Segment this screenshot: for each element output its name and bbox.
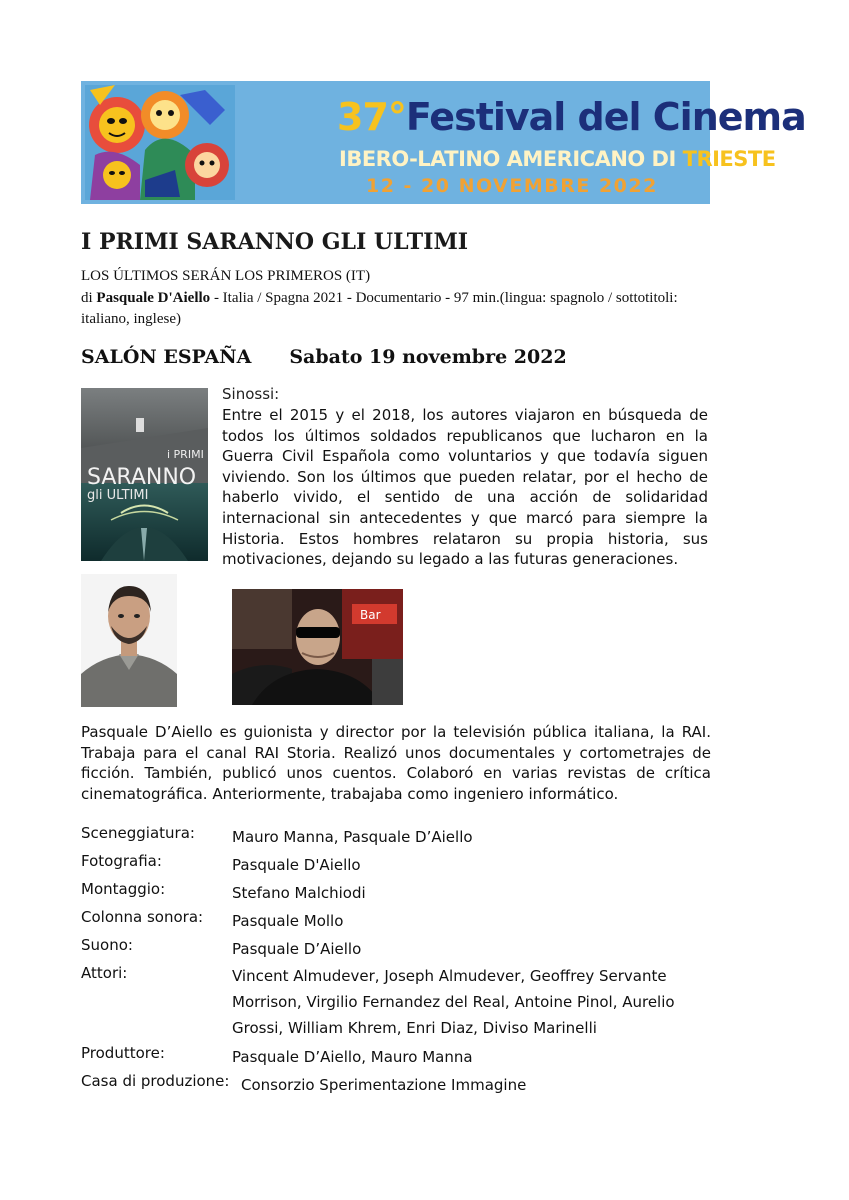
poster-line1: i PRIMI <box>167 448 204 461</box>
credit-prefix: di <box>81 290 93 306</box>
director-portrait-image <box>81 574 177 707</box>
screening-venue: SALÓN ESPAÑA <box>81 346 252 368</box>
crew-row-soundtrack <box>81 908 711 936</box>
production-house-value: Consorzio Sperimentazione Immagine <box>241 1076 527 1094</box>
crew-row-screenplay <box>81 824 711 852</box>
person-at-night-image <box>232 589 403 705</box>
film-poster <box>81 388 208 561</box>
crew-row-sound <box>81 936 711 964</box>
director-photo <box>81 574 177 707</box>
festival-edition: 37° <box>337 95 406 139</box>
synopsis-text: Entre el 2015 y el 2018, los autores viajaron en búsqueda de todos los últimos soldados republicanos que lucharon en la Guerra Civil Española como voluntarios y que todavía siguen viviendo. Son los últimos que pueden relatar, por el hecho de haberlo vivido, el sentido de una acción de solidaridad internacional sin antecedentes y que marcó para siempre la Historia. Estos hombres relataron su propia historia, sus motivaciones, dejando su legado a las futuras generaciones. <box>222 406 708 569</box>
crew-value: Mauro Manna, Pasquale D’Aiello <box>232 828 473 846</box>
poster-line3: gli ULTIMI <box>87 488 149 503</box>
festival-dates: 12 - 20 NOVEMBRE 2022 <box>366 175 658 197</box>
poster-image <box>81 388 208 561</box>
credit-details: - Italia / Spagna 2021 - Documentario - 97 min.(lingua: spagnolo / sottotitoli: italiano, inglese) <box>81 290 678 327</box>
screening-date: Sabato 19 novembre 2022 <box>289 346 567 368</box>
festival-title <box>337 95 806 139</box>
crew-label: Produttore: <box>81 1044 165 1062</box>
crew-row-producer <box>81 1044 711 1072</box>
crew-row-actors <box>81 964 711 1044</box>
crew-label: Montaggio: <box>81 880 166 898</box>
production-house-label: Casa di produzione: <box>81 1072 230 1090</box>
screening-info <box>81 346 567 368</box>
crew-value: Stefano Malchiodi <box>232 884 366 902</box>
crew-label: Attori: <box>81 964 128 982</box>
film-title: I PRIMI SARANNO GLI ULTIMI <box>81 229 469 255</box>
crew-list <box>81 824 711 1100</box>
crew-row-production-house <box>81 1072 711 1100</box>
crew-label: Fotografia: <box>81 852 162 870</box>
crew-value: Pasquale D'Aiello <box>232 856 361 874</box>
second-photo <box>232 589 403 705</box>
synopsis-label: Sinossi: <box>222 385 280 403</box>
festival-name: Festival del Cinema <box>405 95 806 139</box>
festival-subtitle-text: IBERO-LATINO AMERICANO DI <box>339 147 676 171</box>
crew-value: Vincent Almudever, Joseph Almudever, Geoffrey Servante Morrison, Virgilio Fernandez del Real, Antoine Pinol, Aurelio Grossi, William Khrem, Enri Diaz, Diviso Marinelli <box>232 967 675 1037</box>
crew-label: Sceneggiatura: <box>81 824 195 842</box>
film-credit <box>81 288 711 330</box>
festival-city: TRIESTE <box>682 147 776 171</box>
festival-banner <box>81 81 806 204</box>
festival-logo-artwork <box>85 85 235 200</box>
crew-row-photography <box>81 852 711 880</box>
poster-line2: SARANNO <box>87 465 197 490</box>
crew-value: Pasquale Mollo <box>232 912 344 930</box>
director-name: Pasquale D'Aiello <box>96 290 211 306</box>
crew-value: Pasquale D’Aiello <box>232 940 362 958</box>
original-title: LOS ÚLTIMOS SERÁN LOS PRIMEROS (IT) <box>81 268 371 284</box>
crew-label: Colonna sonora: <box>81 908 204 926</box>
bar-sign-text: Bar <box>360 608 381 622</box>
festival-subtitle <box>339 147 776 171</box>
crew-row-editing <box>81 880 711 908</box>
director-biography: Pasquale D’Aiello es guionista y director por la televisión pública italiana, la RAI. Trabaja para el canal RAI Storia. Realizó unos documentales y cortometrajes de ficción. También, publicó unos cuentos. Colaboró en varias revistas de crítica cinematográfica. Anteriormente, trabajaba como ingeniero informático. <box>81 723 711 803</box>
crew-value: Pasquale D’Aiello, Mauro Manna <box>232 1048 473 1066</box>
crew-label: Suono: <box>81 936 133 954</box>
